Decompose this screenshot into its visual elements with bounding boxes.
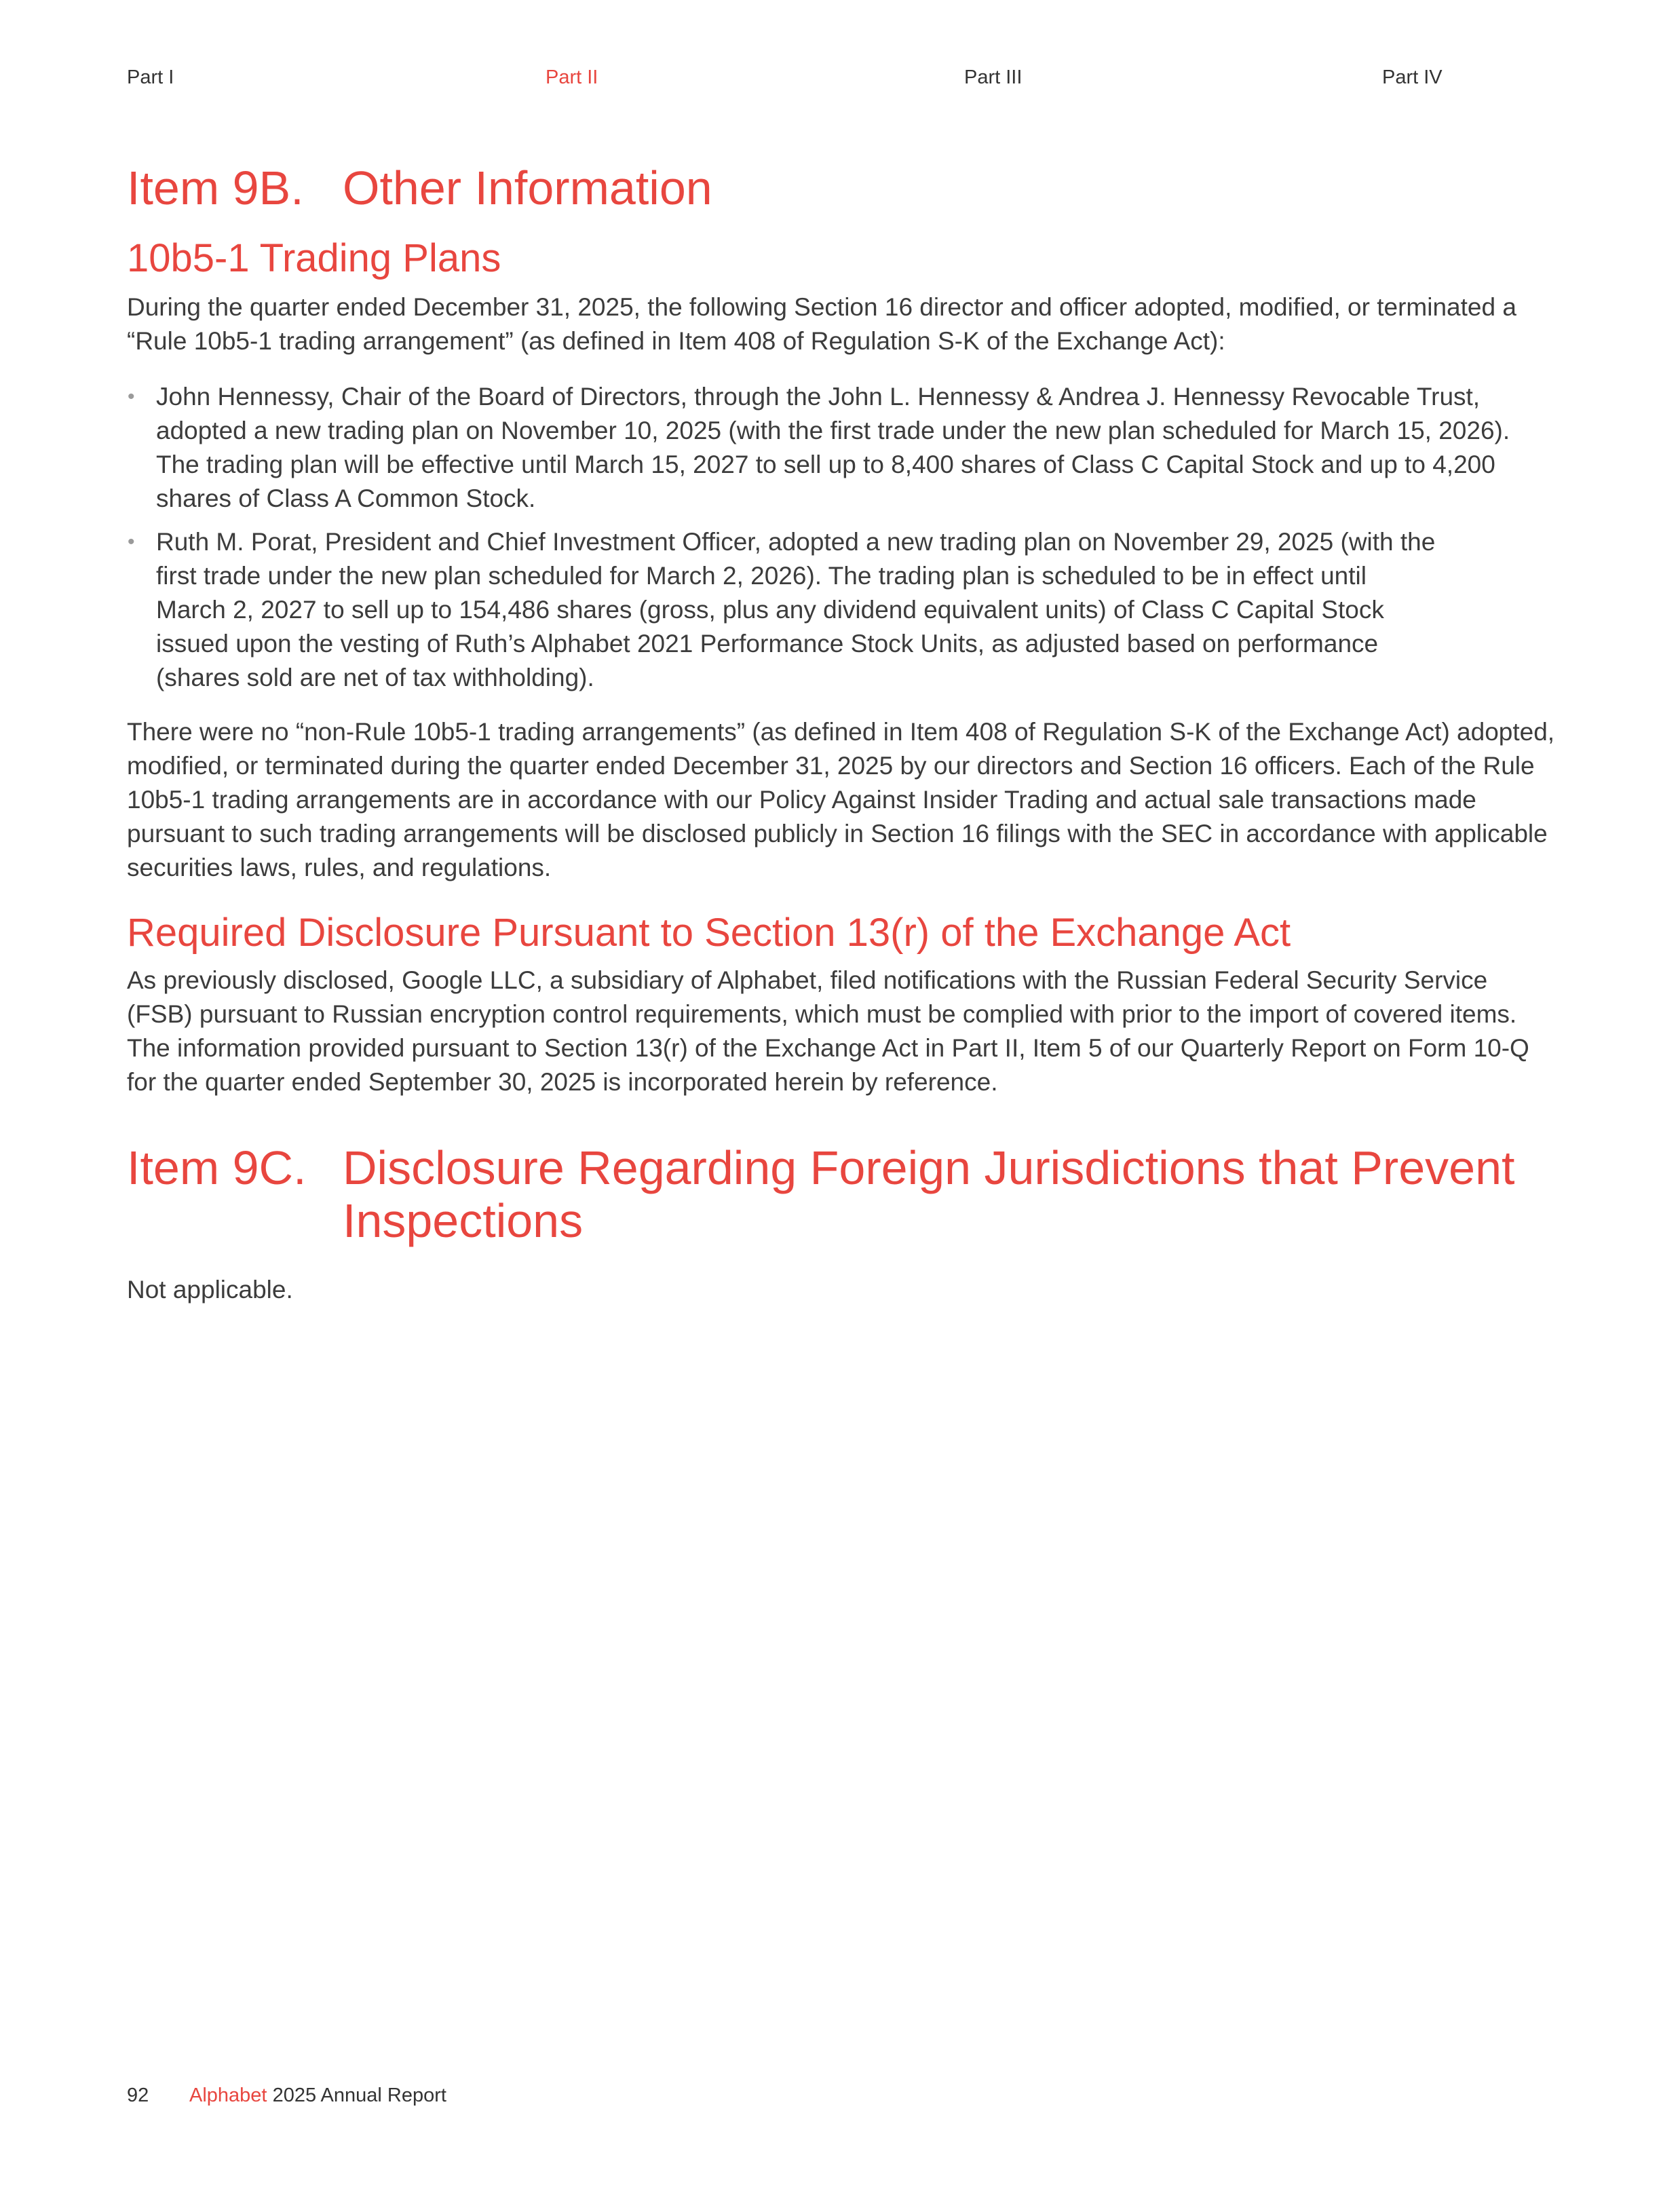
- nav-part-i[interactable]: Part I: [127, 66, 174, 88]
- list-item: [127, 380, 1559, 516]
- page-number: 92: [127, 2085, 149, 2106]
- main-content: [127, 161, 1559, 1307]
- trading-plans-closing: There were no “non-Rule 10b5-1 trading arrangements” (as defined in Item 408 of Regulation S-K of the Exchange Act) adopted, modified, or terminated during the quarter ended December 31, 2025 by our directors and Section 16 officers. Each of the Rule 10b5-1 trading arrangements are in accordance with our Policy Against Insider Trading and actual sale transactions made pursuant to such trading arrangements will be disclosed publicly in Section 16 filings with the SEC in accordance with applicable securities laws, rules, and regulations.: [127, 718, 1555, 881]
- trading-plans-list: [127, 380, 1559, 695]
- bullet-icon: •: [128, 531, 135, 553]
- section-13r-body: As previously disclosed, Google LLC, a subsidiary of Alphabet, filed notifications with the Russian Federal Security Service (FSB) pursuant to Russian encryption control requirements, which must be complied with prior to the import of covered items. The information provided pursuant to Section 13(r) of the Exchange Act in Part II, Item 5 of our Quarterly Report on Form 10-Q for the quarter ended September 30, 2025 is incorporated herein by reference.: [127, 966, 1529, 1096]
- bullet-text: John Hennessy, Chair of the Board of Directors, through the John L. Hennessy & Andrea J. Hennessy Revocable Trust, adopted a new trading plan on November 10, 2025 (with the first trade under the new plan scheduled for March 15, 2026). The trading plan will be effective until March 15, 2027 to sell up to 8,400 shares of Class C Capital Stock and up to 4,200 shares of Class A Common Stock.: [156, 383, 1510, 512]
- item-9c-number: Item 9C.: [127, 1141, 307, 1194]
- bullet-text: Ruth M. Porat, President and Chief Investment Officer, adopted a new trading plan on November 29, 2025 (with the first trade under the new plan scheduled for March 2, 2026). The trading plan is scheduled to be in effect until March 2, 2027 to sell up to 154,486 shares (gross, plus any dividend equivalent units) of Class C Capital Stock issued upon the vesting of Ruth’s Alphabet 2021 Performance Stock Units, as adjusted based on performance (shares sold are net of tax withholding).: [156, 528, 1436, 691]
- footer-brand: Alphabet: [189, 2085, 267, 2106]
- page-footer: [127, 2083, 446, 2108]
- trading-plans-heading: 10b5-1 Trading Plans: [127, 236, 501, 280]
- item-9c-body: Not applicable.: [127, 1276, 293, 1303]
- item-9b-title: Other Information: [343, 161, 712, 214]
- item-9c-heading: [127, 1141, 1559, 1247]
- list-item: [127, 525, 1559, 695]
- trading-plans-intro: During the quarter ended December 31, 2025, the following Section 16 director and officer adopted, modified, or terminated a “Rule 10b5-1 trading arrangement” (as defined in Item 408 of Regulation S-K of the Exchange Act):: [127, 293, 1516, 355]
- item-9b-heading: [127, 161, 1559, 214]
- bullet-icon: •: [128, 385, 135, 408]
- item-9b-number: Item 9B.: [127, 161, 304, 214]
- footer-report-title: 2025 Annual Report: [272, 2085, 446, 2106]
- nav-part-iii[interactable]: Part III: [964, 66, 1023, 88]
- section-13r-heading: Required Disclosure Pursuant to Section 13(r) of the Exchange Act: [127, 911, 1291, 955]
- nav-part-ii[interactable]: Part II: [546, 66, 598, 88]
- item-9c-title: Disclosure Regarding Foreign Jurisdictions that Prevent Inspections: [343, 1141, 1515, 1247]
- nav-part-iv[interactable]: Part IV: [1382, 66, 1443, 88]
